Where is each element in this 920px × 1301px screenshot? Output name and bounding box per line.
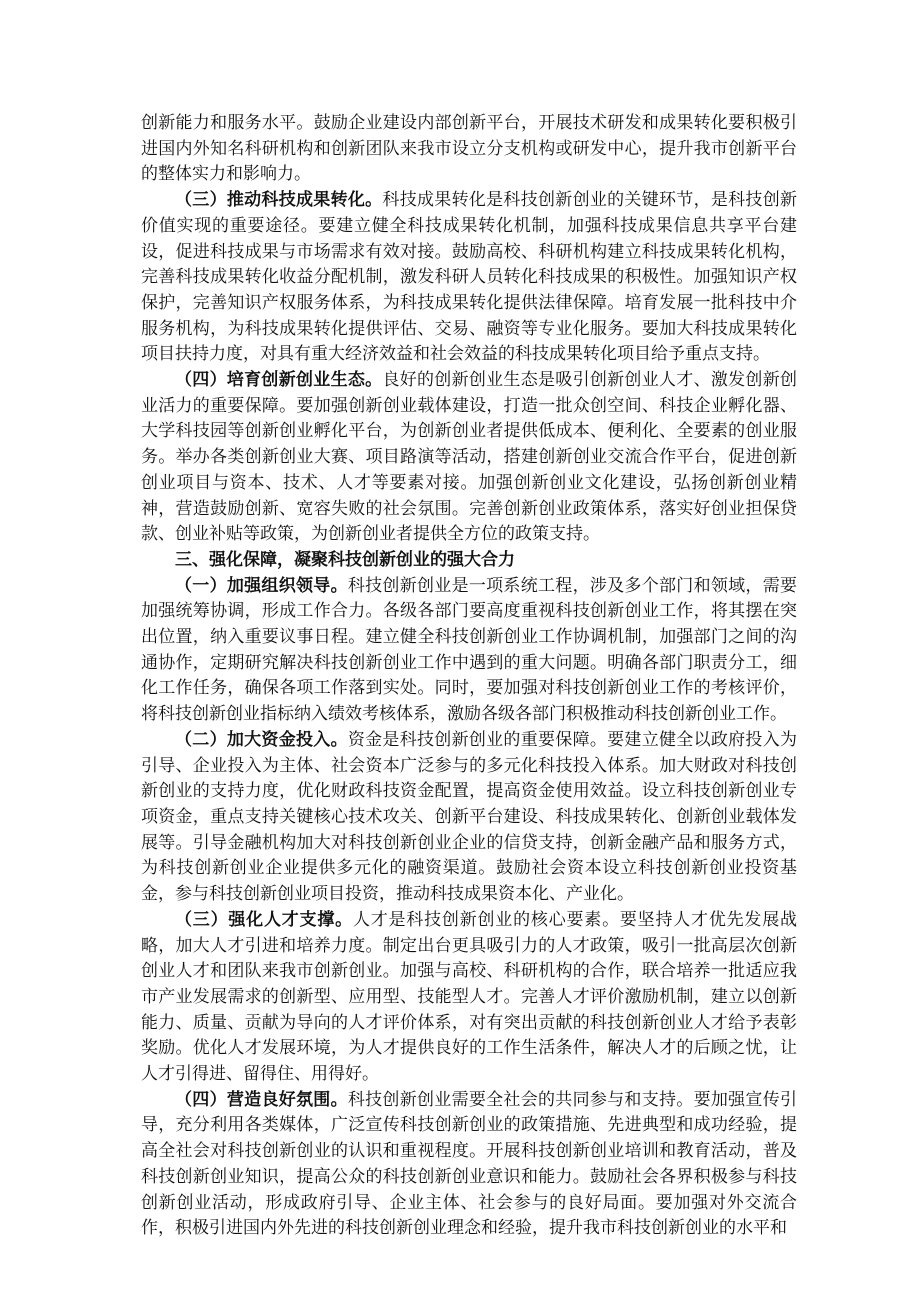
paragraph-lead: （四）培育创新创业生态。	[175, 370, 383, 391]
paragraph-guarantee-4	[141, 1088, 797, 1242]
heading-text: 三、强化保障，凝聚科技创新创业的强大合力	[175, 549, 515, 570]
paragraph-lead: （一）加强组织领导。	[175, 575, 348, 596]
paragraph-lead: （三）推动科技成果转化。	[175, 190, 383, 211]
paragraph-text: 科技创新创业需要全社会的共同参与和支持。要加强宣传引导，充分利用各类媒体，广泛宣传科技创新创业的政策措施、先进典型和成功经验，提高全社会对科技创新创业的认识和重视程度。开展科技创新创业培训和教育活动，普及科技创新创业知识，提高公众的科技创新创业意识和能力。鼓励社会各界积极参与科技创新创业活动，形成政府引导、企业主体、社会参与的良好局面。要加强对外交流合作，积极引进国内外先进的科技创新创业理念和经验，提升我市科技创新创业的水平和	[141, 1089, 798, 1239]
paragraph-guarantee-3	[141, 908, 797, 1088]
paragraph-section-3-4	[141, 368, 797, 548]
paragraph-guarantee-1	[141, 574, 797, 728]
paragraph-lead: （三）强化人才支撑。	[175, 909, 353, 930]
section-heading	[141, 548, 797, 574]
paragraph-text: 科技创新创业是一项系统工程，涉及多个部门和领域，需要加强统筹协调，形成工作合力。各级各部门要高度重视科技创新创业工作，将其摆在突出位置，纳入重要议事日程。建立健全科技创新创业工作协调机制，加强部门之间的沟通协作，定期研究解决科技创新创业工作中遇到的重大问题。明确各部门职责分工，细化工作任务，确保各项工作落到实处。同时，要加强对科技创新创业工作的考核评价，将科技创新创业指标纳入绩效考核体系，激励各级各部门积极推动科技创新创业工作。	[141, 575, 798, 725]
paragraph-lead: （二）加大资金投入。	[175, 729, 348, 750]
paragraph-guarantee-2	[141, 728, 797, 908]
document-body	[141, 111, 797, 1242]
paragraph-text: 人才是科技创新创业的核心要素。要坚持人才优先发展战略，加大人才引进和培养力度。制定出台更具吸引力的人才政策，吸引一批高层次创新创业人才和团队来我市创新创业。加强与高校、科研机构的合作，联合培养一批适应我市产业发展需求的创新型、应用型、技能型人才。完善人才评价激励机制，建立以创新能力、质量、贡献为导向的人才评价体系，对有突出贡献的科技创新创业人才给予表彰奖励。优化人才发展环境，为人才提供良好的工作生活条件，解决人才的后顾之忧，让人才引得进、留得住、用得好。	[141, 909, 798, 1085]
paragraph-continued	[141, 111, 797, 188]
paragraph-section-3-3	[141, 188, 797, 368]
paragraph-text: 良好的创新创业生态是吸引创新创业人才、激发创新创业活力的重要保障。要加强创新创业载体建设，打造一批众创空间、科技企业孵化器、大学科技园等创新创业孵化平台，为创新创业者提供低成本、便利化、全要素的创业服务。举办各类创新创业大赛、项目路演等活动，搭建创新创业交流合作平台，促进创新创业项目与资本、技术、人才等要素对接。加强创新创业文化建设，弘扬创新创业精神，营造鼓励创新、宽容失败的社会氛围。完善创新创业政策体系，落实好创业担保贷款、创业补贴等政策，为创新创业者提供全方位的政策支持。	[141, 370, 798, 545]
paragraph-text: 创新能力和服务水平。鼓励企业建设内部创新平台，开展技术研发和成果转化要积极引进国内外知名科研机构和创新团队来我市设立分支机构或研发中心，提升我市创新平台的整体实力和影响力。	[141, 113, 797, 185]
paragraph-text: 资金是科技创新创业的重要保障。要建立健全以政府投入为引导、企业投入为主体、社会资本广泛参与的多元化科技投入体系。加大财政对科技创新创业的支持力度，优化财政科技资金配置，提高资金使用效益。设立科技创新创业专项资金，重点支持关键核心技术攻关、创新平台建设、科技成果转化、创新创业载体发展等。引导金融机构加大对科技创新创业企业的信贷支持，创新金融产品和服务方式，为科技创新创业企业提供多元化的融资渠道。鼓励社会资本设立科技创新创业投资基金，参与科技创新创业项目投资，推动科技成果资本化、产业化。	[141, 729, 798, 905]
paragraph-text: 科技成果转化是科技创新创业的关键环节，是科技创新价值实现的重要途径。要建立健全科技成果转化机制，加强科技成果信息共享平台建设，促进科技成果与市场需求有效对接。鼓励高校、科研机构建立科技成果转化机构，完善科技成果转化收益分配机制，激发科研人员转化科技成果的积极性。加强知识产权保护，完善知识产权服务体系，为科技成果转化提供法律保障。培育发展一批科技中介服务机构，为科技成果转化提供评估、交易、融资等专业化服务。要加大科技成果转化项目扶持力度，对具有重大经济效益和社会效益的科技成果转化项目给予重点支持。	[141, 190, 798, 365]
paragraph-lead: （四）营造良好氛围。	[175, 1089, 348, 1110]
